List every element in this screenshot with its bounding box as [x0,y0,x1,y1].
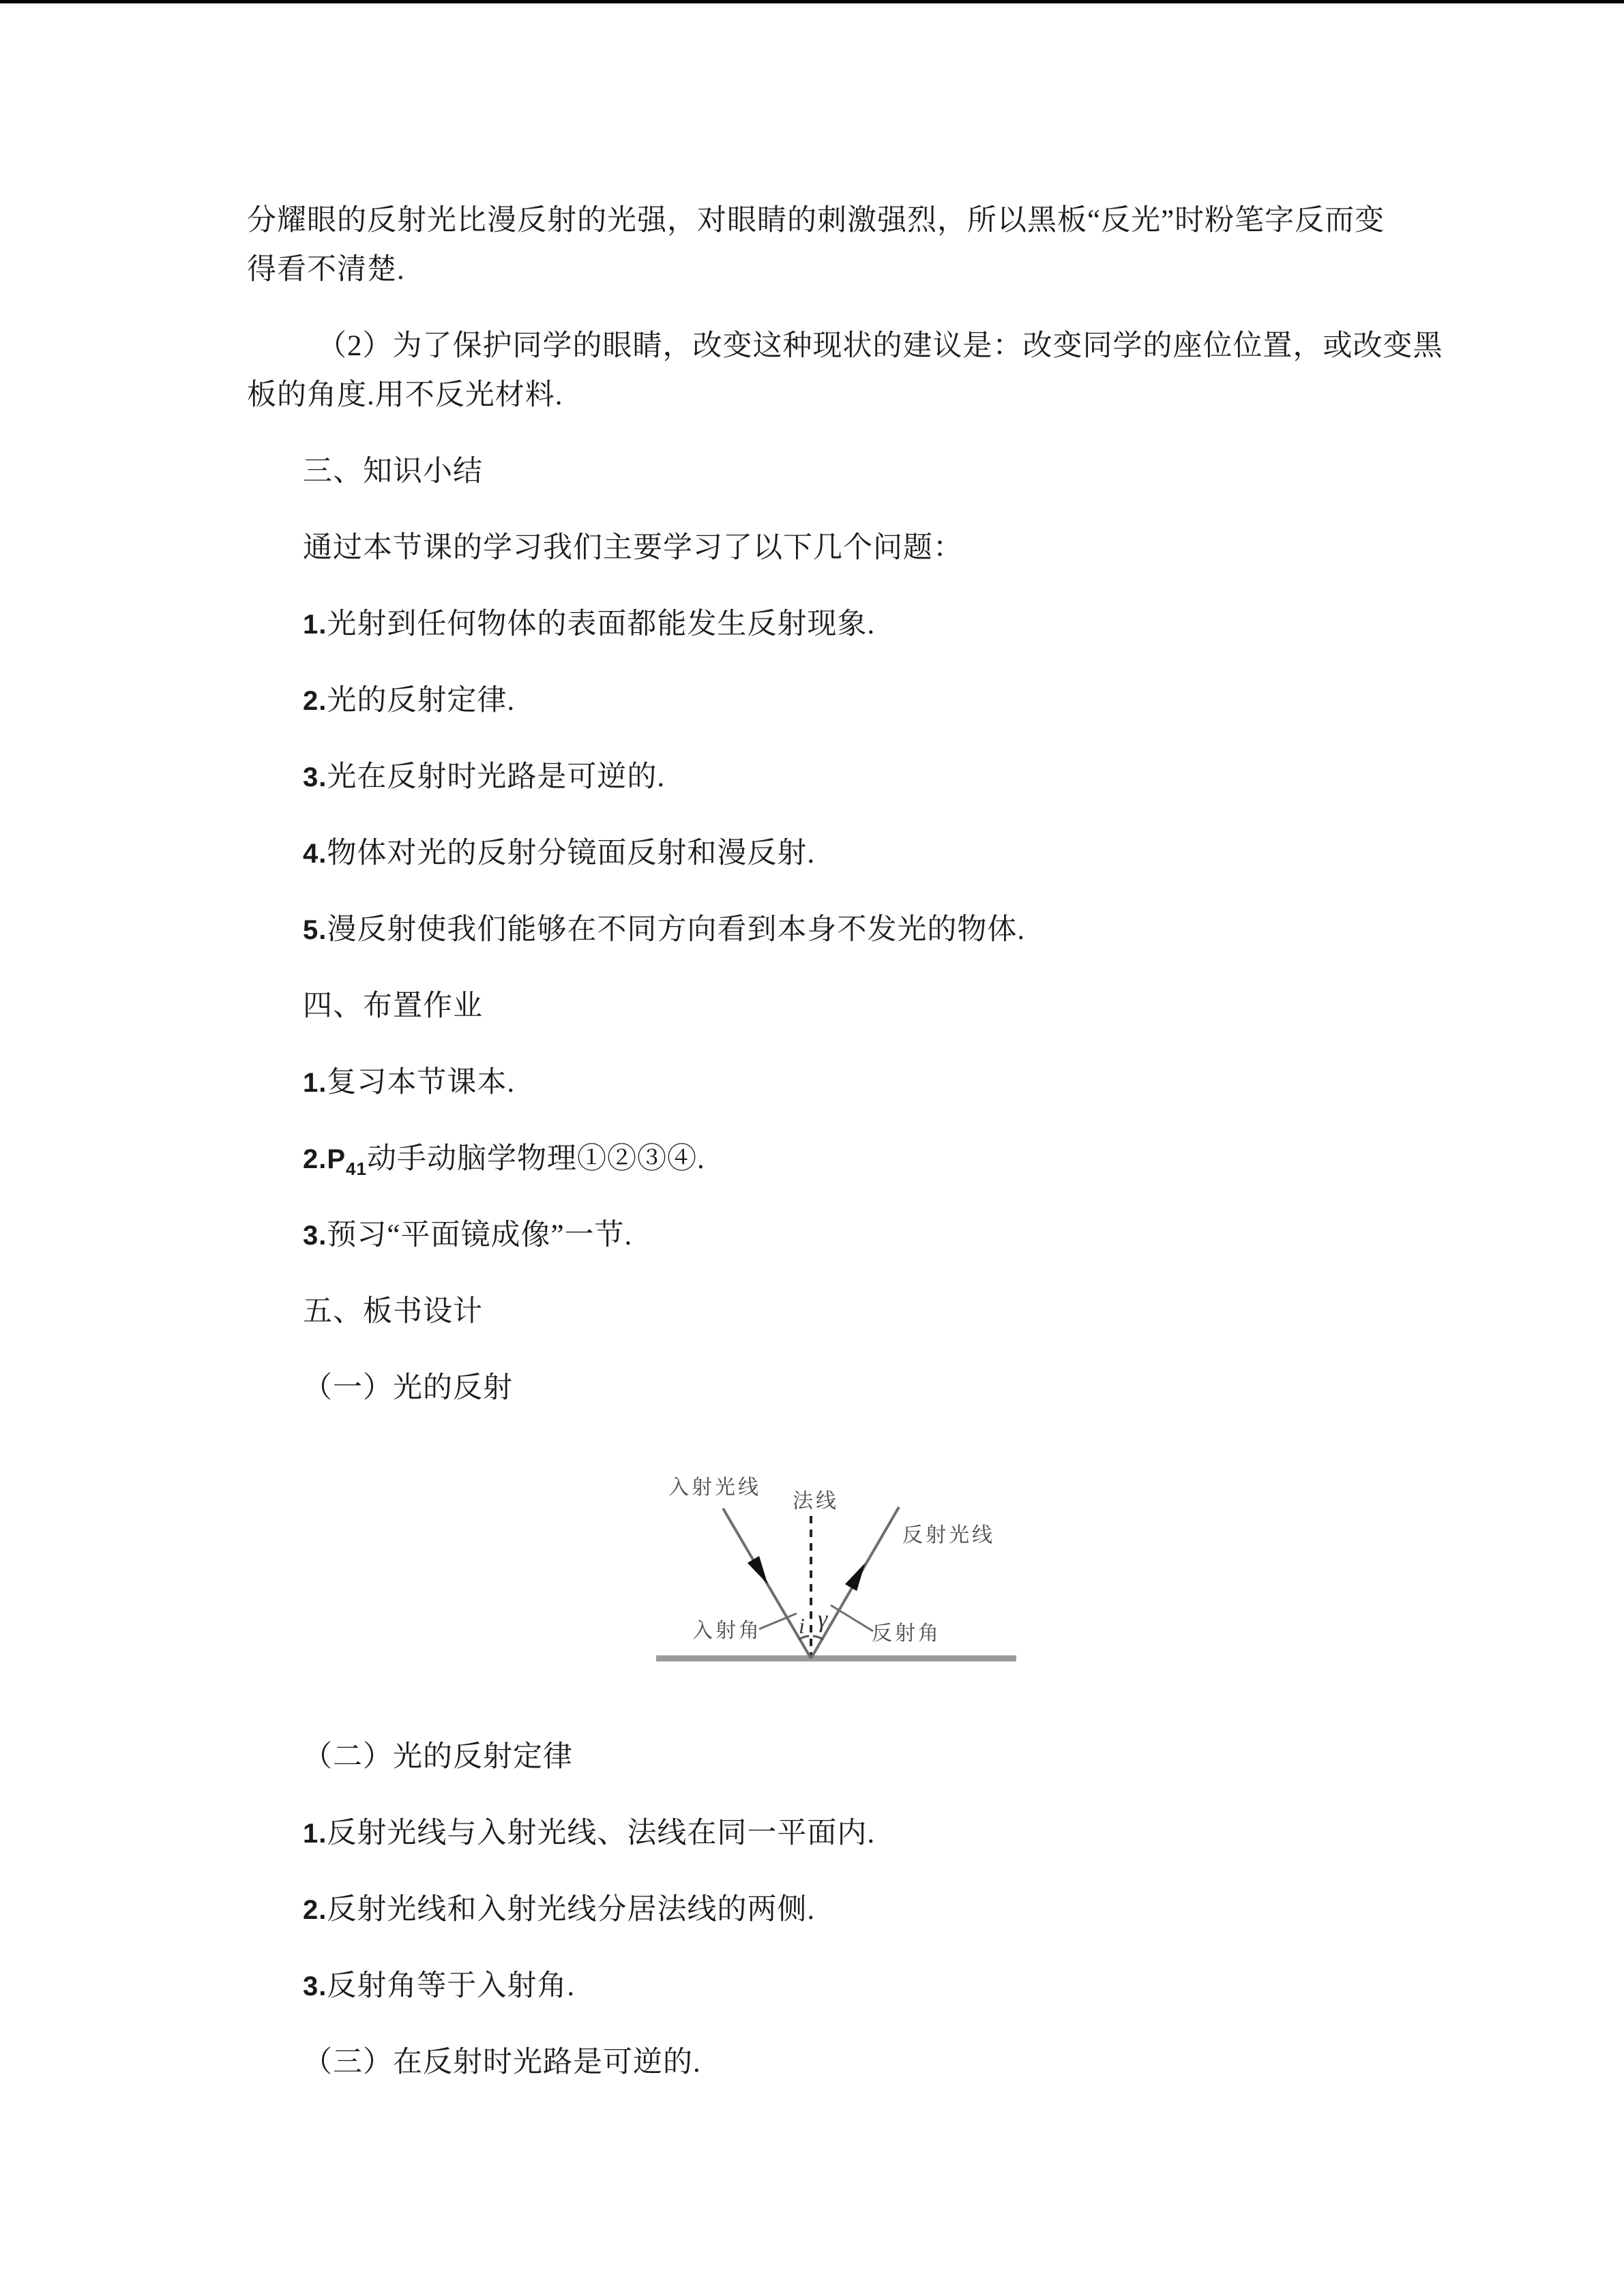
text-line: （一）光的反射 [303,1372,513,1404]
reflected-angle-arc [813,1636,823,1639]
text-line: 四、布置作业 [303,990,483,1022]
list-number: 2. [303,1895,327,1925]
reflected-angle-label: 反射角 [872,1622,941,1645]
list-number: 1. [303,1068,327,1098]
text-line: 板的角度.用不反光材料. [247,379,563,411]
reflected-angle-symbol: γ [818,1605,828,1632]
text-line: 1.复习本节课本. [303,1067,516,1099]
text-line: 分耀眼的反射光比漫反射的光强，对眼睛的刺激强烈，所以黑板“反光”时粉笔字反而变 [247,205,1385,237]
text-line: （三）在反射时光路是可逆的. [303,2046,701,2078]
text-line: 4.物体对光的反射分镜面反射和漫反射. [303,837,816,869]
text-line: 1.光射到任何物体的表面都能发生反射现象. [303,608,876,640]
reflected-ray-arrowhead [845,1563,866,1591]
incident-ray-arrowhead [748,1556,768,1584]
list-number: 5. [303,915,327,945]
top-border-bar [0,0,1624,3]
text-line: 五、板书设计 [303,1296,483,1328]
list-number: 3. [303,1221,327,1251]
list-number: 1. [303,610,327,640]
text-line: 3.预习“平面镜成像”一节. [303,1219,633,1251]
list-number: 2. [303,686,327,716]
incident-angle-symbol: i [799,1613,805,1638]
list-number: 2.P [303,1144,346,1174]
text-line: 2.反射光线和入射光线分居法线的两侧. [303,1894,816,1926]
light-reflection-diagram [634,1466,1023,1671]
text-line: 得看不清楚. [247,254,405,286]
list-number: 3. [303,762,327,792]
incident-angle-label: 入射角 [692,1620,762,1642]
reflected-ray-label: 反射光线 [902,1524,995,1547]
list-number: 4. [303,839,327,869]
normal-label: 法线 [793,1490,839,1512]
list-number: 1. [303,1819,327,1849]
page-number-subscript: 41 [346,1159,367,1179]
list-number: 3. [303,1971,327,2001]
text-line: 通过本节课的学习我们主要学习了以下几个问题： [303,532,963,564]
text-line: 2.光的反射定律. [303,685,516,717]
text-line: 3.反射角等于入射角. [303,1970,576,2002]
text-line: 三、知识小结 [303,456,483,488]
text-line: 3.光在反射时光路是可逆的. [303,761,666,793]
text-column [247,196,1443,2087]
text-line: 1.反射光线与入射光线、法线在同一平面内. [303,1817,876,1849]
incident-ray-label: 入射光线 [668,1476,761,1499]
text-line: （2）为了保护同学的眼睛，改变这种现状的建议是：改变同学的座位位置，或改变黑 [317,330,1443,362]
text-line: $2.P_{41}$动手动脑学物理①②③④. [303,1143,705,1179]
text-line: 5.漫反射使我们能够在不同方向看到本身不发光的物体. [303,914,1026,946]
text-line: （二）光的反射定律 [303,1741,573,1773]
reflected-angle-pointer-line [831,1605,873,1631]
